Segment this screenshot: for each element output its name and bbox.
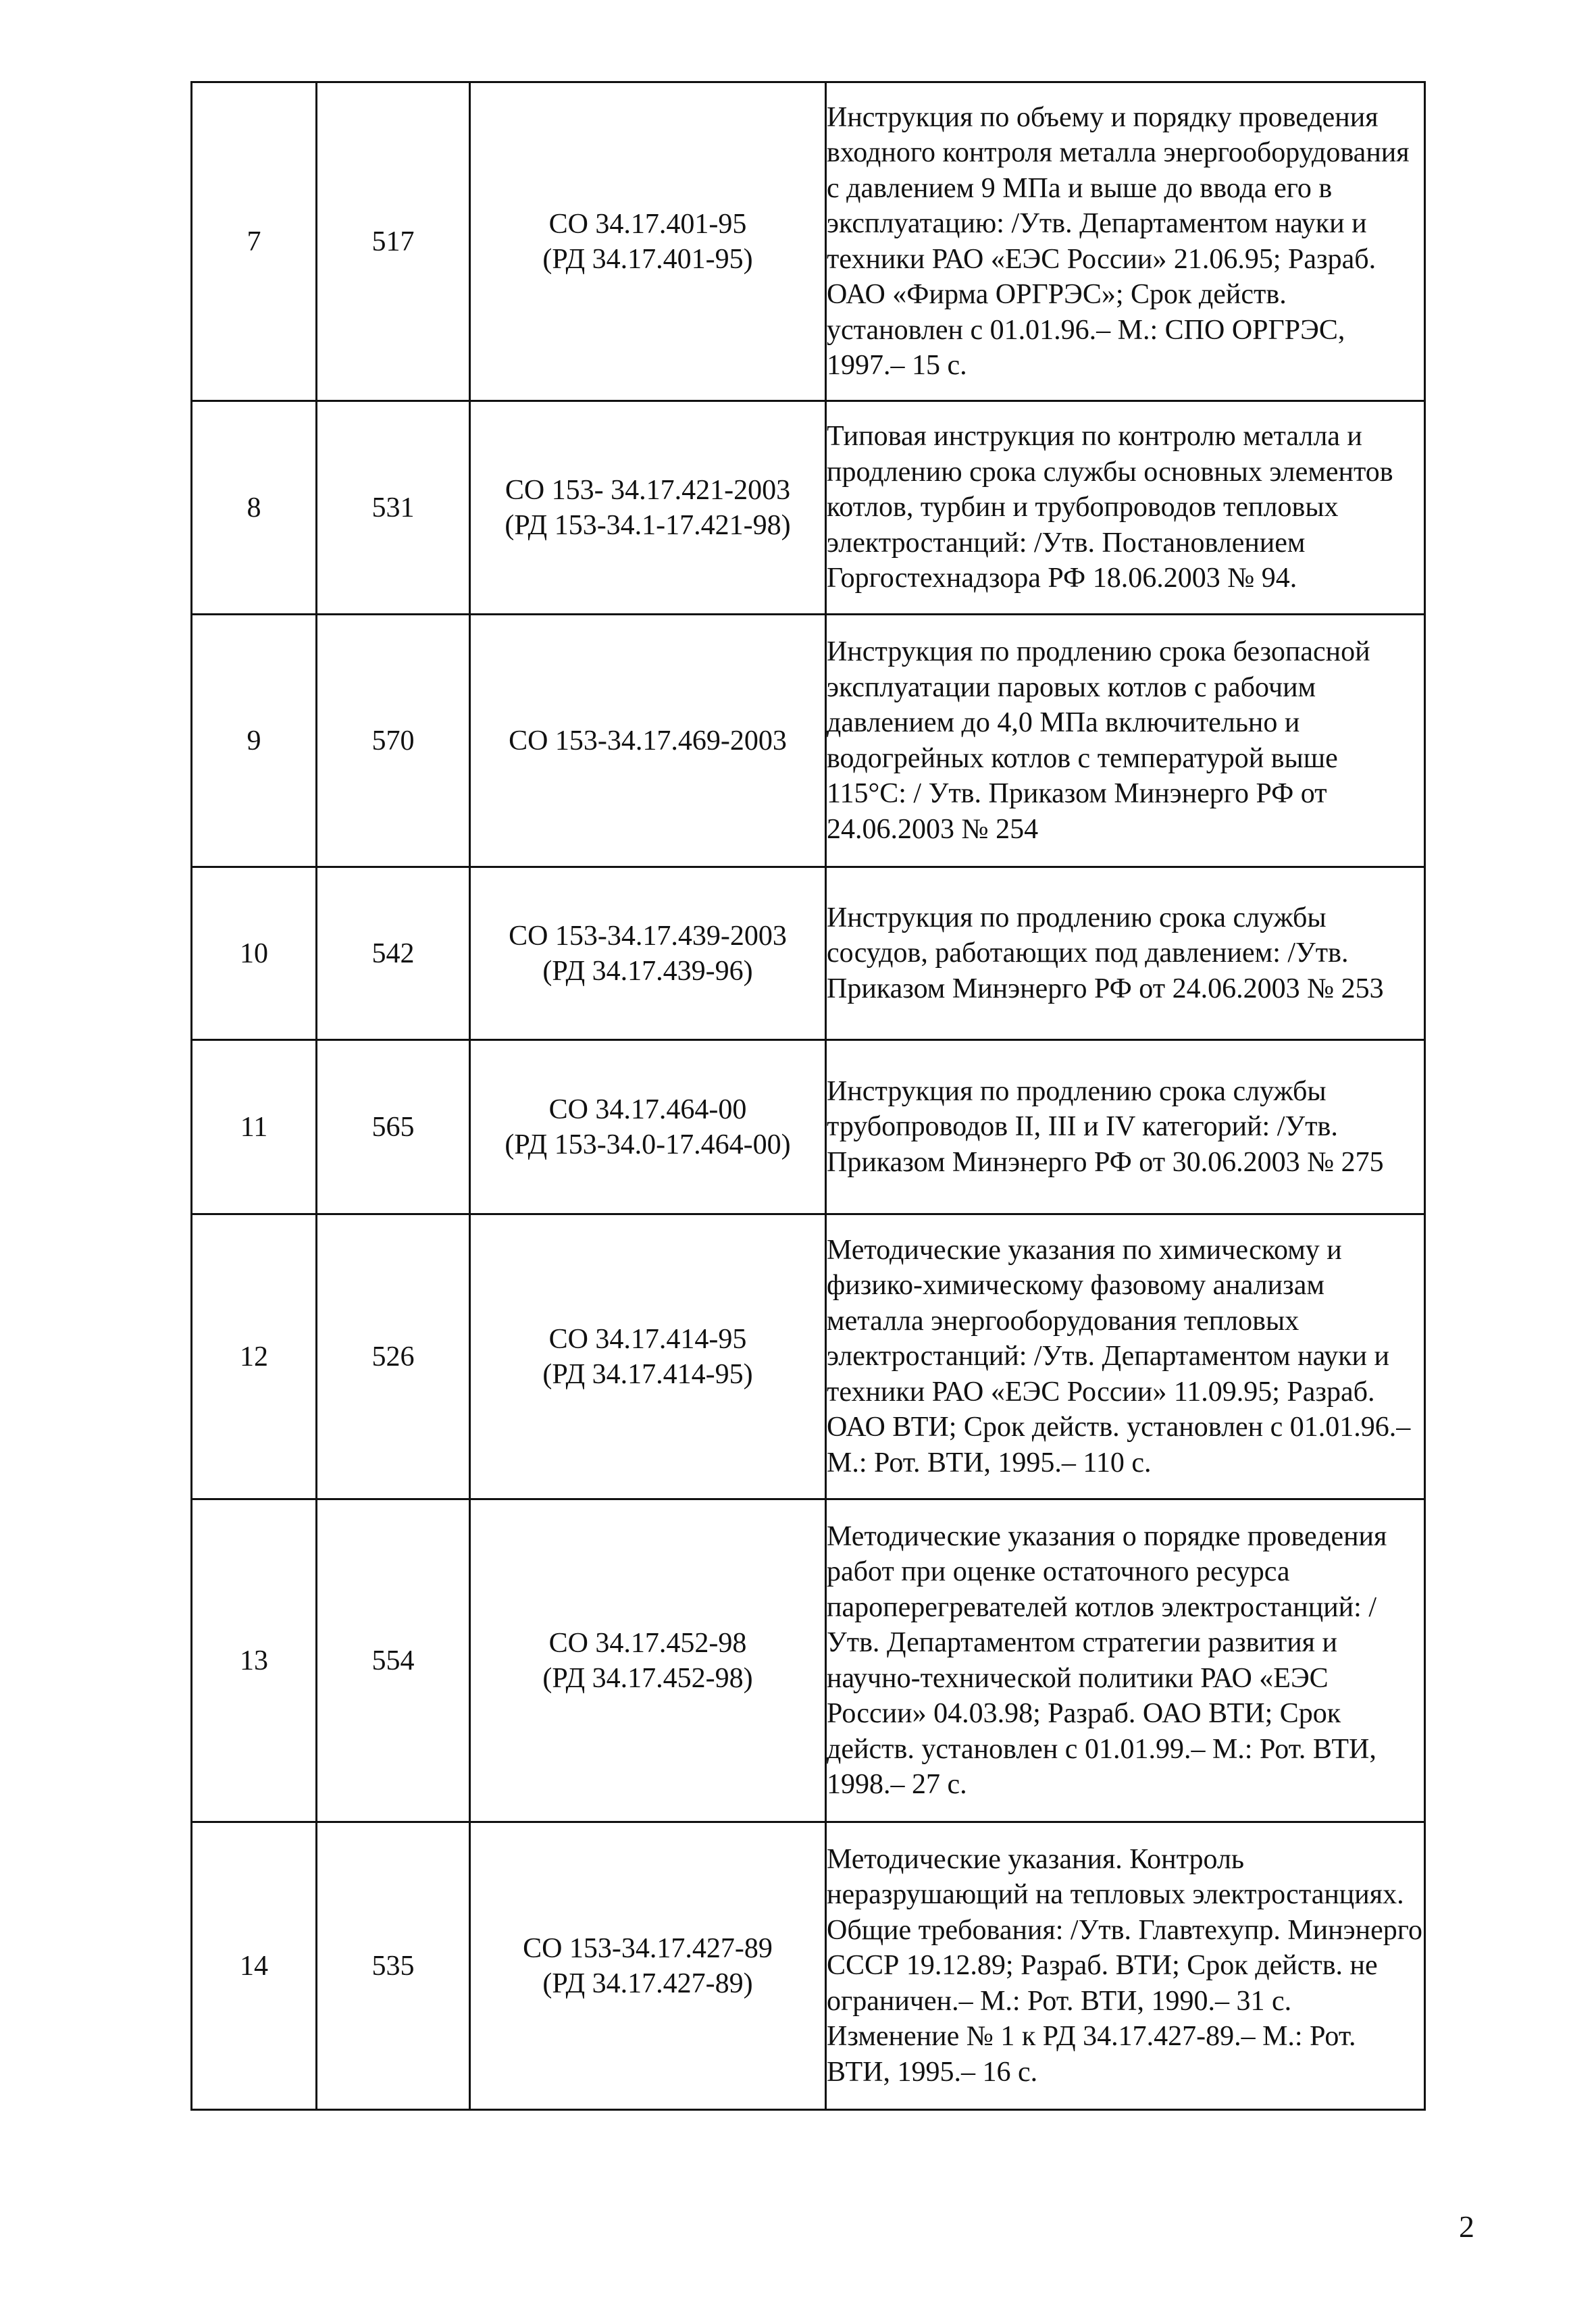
standards-table — [190, 81, 1426, 2111]
registry-id: 526 — [317, 1214, 470, 1499]
row-number: 12 — [192, 1214, 317, 1499]
row-number: 10 — [192, 867, 317, 1040]
document-code — [470, 82, 826, 401]
code-primary: СО 34.17.414-95 — [548, 1323, 747, 1355]
row-number: 11 — [192, 1040, 317, 1214]
registry-id: 542 — [317, 867, 470, 1040]
row-number: 7 — [192, 82, 317, 401]
registry-id: 554 — [317, 1499, 470, 1822]
code-alternate: (РД 34.17.427-89) — [542, 1968, 753, 1999]
table-row — [192, 615, 1425, 867]
code-alternate: (РД 153-34.0-17.464-00) — [505, 1129, 791, 1160]
table-row — [192, 1214, 1425, 1499]
document-code — [470, 401, 826, 615]
code-primary: СО 34.17.401-95 — [548, 208, 747, 240]
document-code — [470, 1499, 826, 1822]
document-title: Методические указания по химическому и физико-химическому фазовому анализам металла энергооборудования тепловых электростанций: /Утв. Департаментом науки и техники РАО «ЕЭС России» 11.09.95; Разраб. ОАО ВТИ; Срок действ. установлен с 01.01.96.– М.: Рот. ВТИ, 1995.– 110 с. — [826, 1214, 1425, 1499]
code-primary: СО 153-34.17.469-2003 — [509, 725, 787, 756]
document-title: Типовая инструкция по контролю металла и продлению срока службы основных элементов котлов, турбин и трубопроводов тепловых электростанций: /Утв. Постановлением Горгостехнадзора РФ 18.06.2003 № 94. — [826, 401, 1425, 615]
document-title: Методические указания о порядке проведения работ при оценке остаточного ресурса пароперегревателей котлов электростанций: /Утв. Департаментом стратегии развития и научно-технической политики РАО «ЕЭС России» 04.03.98; Разраб. ОАО ВТИ; Срок действ. установлен с 01.01.99.– М.: Рот. ВТИ, 1998.– 27 с. — [826, 1499, 1425, 1822]
page-number: 2 — [1459, 2209, 1474, 2244]
row-number: 9 — [192, 615, 317, 867]
table-row — [192, 82, 1425, 401]
code-alternate: (РД 34.17.439-96) — [542, 955, 753, 987]
document-title: Инструкция по объему и порядку проведения входного контроля металла энергооборудования с давлением 9 МПа и выше до ввода его в эксплуатацию: /Утв. Департаментом науки и техники РАО «ЕЭС России» 21.06.95; Разраб. ОАО «Фирма ОРГРЭС»; Срок действ. установлен с 01.01.96.– М.: СПО ОРГРЭС, 1997.– 15 с. — [826, 82, 1425, 401]
document-title: Инструкция по продлению срока службы трубопроводов II, III и IV категорий: /Утв. Приказом Минэнерго РФ от 30.06.2003 № 275 — [826, 1040, 1425, 1214]
code-alternate: (РД 34.17.401-95) — [542, 243, 753, 275]
row-number: 14 — [192, 1822, 317, 2110]
row-number: 13 — [192, 1499, 317, 1822]
document-title: Методические указания. Контроль неразрушающий на тепловых электростанциях. Общие требования: /Утв. Главтехупр. Минэнерго СССР 19.12.89; Разраб. ВТИ; Срок действ. не ограничен.– М.: Рот. ВТИ, 1990.– 31 с. Изменение № 1 к РД 34.17.427-89.– М.: Рот. ВТИ, 1995.– 16 с. — [826, 1822, 1425, 2110]
document-code — [470, 1214, 826, 1499]
code-primary: СО 153-34.17.427-89 — [523, 1932, 773, 1964]
code-primary: СО 153- 34.17.421-2003 — [505, 474, 791, 506]
code-primary: СО 153-34.17.439-2003 — [509, 920, 787, 952]
code-alternate: (РД 34.17.452-98) — [542, 1662, 753, 1694]
table-row — [192, 1040, 1425, 1214]
table-row — [192, 867, 1425, 1040]
registry-id: 531 — [317, 401, 470, 615]
registry-id: 565 — [317, 1040, 470, 1214]
document-code — [470, 867, 826, 1040]
code-primary: СО 34.17.464-00 — [548, 1094, 747, 1125]
registry-id: 535 — [317, 1822, 470, 2110]
code-primary: СО 34.17.452-98 — [548, 1627, 747, 1659]
code-alternate: (РД 153-34.1-17.421-98) — [505, 509, 791, 541]
document-code — [470, 615, 826, 867]
registry-id: 570 — [317, 615, 470, 867]
document-code — [470, 1040, 826, 1214]
document-title: Инструкция по продлению срока безопасной эксплуатации паровых котлов с рабочим давлением до 4,0 МПа включительно и водогрейных котлов с температурой выше 115°С: / Утв. Приказом Минэнерго РФ от 24.06.2003 № 254 — [826, 615, 1425, 867]
row-number: 8 — [192, 401, 317, 615]
code-alternate: (РД 34.17.414-95) — [542, 1358, 753, 1390]
registry-id: 517 — [317, 82, 470, 401]
document-title: Инструкция по продлению срока службы сосудов, работающих под давлением: /Утв. Приказом Минэнерго РФ от 24.06.2003 № 253 — [826, 867, 1425, 1040]
table-row — [192, 401, 1425, 615]
document-code — [470, 1822, 826, 2110]
table-row — [192, 1822, 1425, 2110]
table-row — [192, 1499, 1425, 1822]
